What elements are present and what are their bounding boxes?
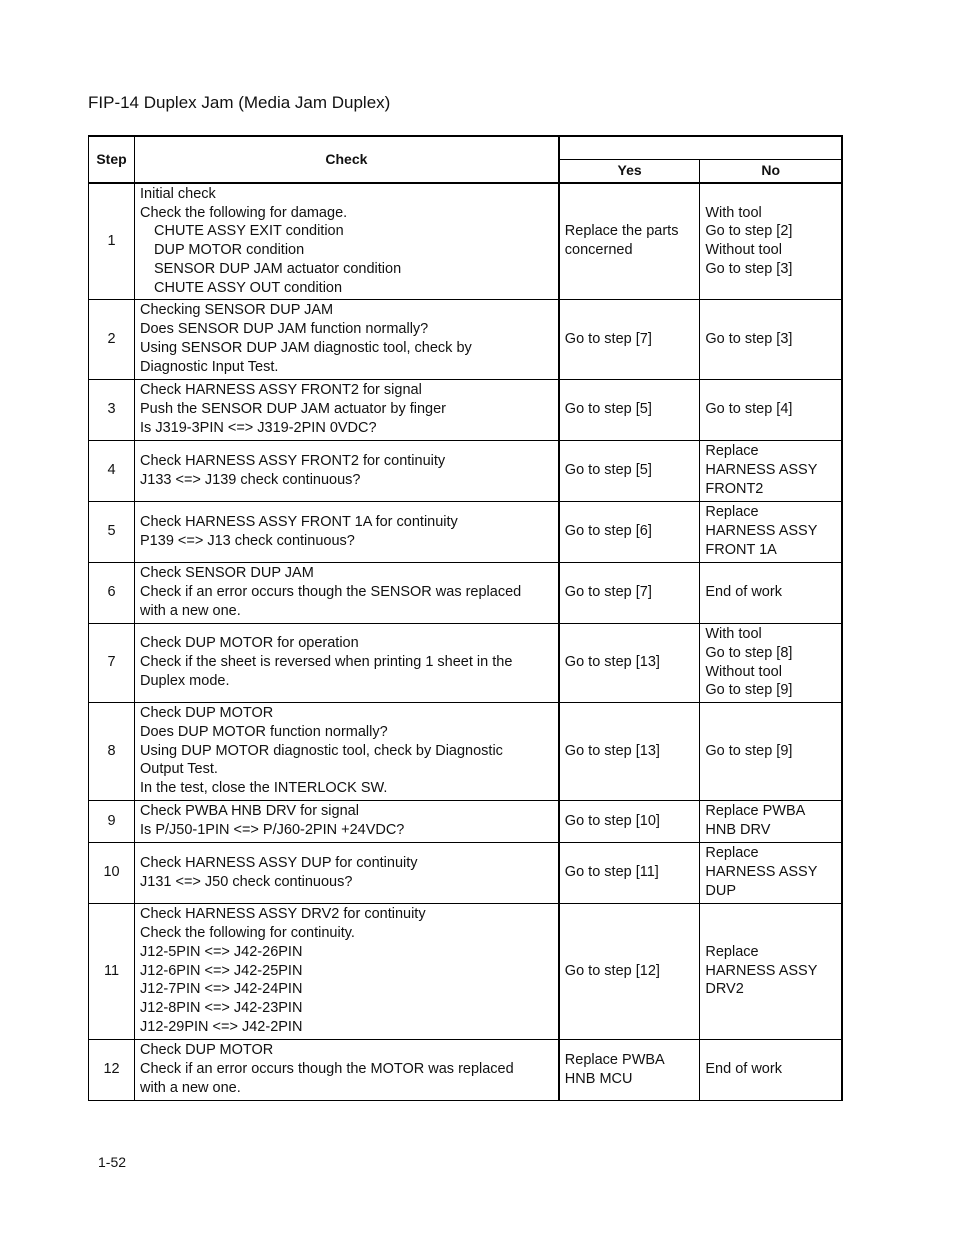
no-cell xyxy=(700,842,842,903)
yes-line: Go to step [11] xyxy=(564,864,659,881)
yes-line: Go to step [6] xyxy=(564,523,652,540)
table-row xyxy=(89,1039,843,1100)
check-line: Check the following for damage. xyxy=(140,204,348,221)
no-line: End of work xyxy=(705,1061,782,1078)
no-line: Replace xyxy=(705,943,759,960)
yes-cell xyxy=(559,562,700,623)
table-row xyxy=(89,702,843,800)
no-line: Go to step [9] xyxy=(705,682,793,699)
check-line: P139 <=> J13 check continuous? xyxy=(140,532,355,549)
step-cell: 9 xyxy=(89,800,135,842)
step-cell: 2 xyxy=(89,299,135,379)
step-cell: 3 xyxy=(89,379,135,440)
yes-cell xyxy=(559,800,700,842)
check-line: with a new one. xyxy=(140,602,241,619)
yes-cell xyxy=(559,842,700,903)
no-line: Go to step [3] xyxy=(705,261,793,278)
yes-line: Go to step [10] xyxy=(564,812,660,829)
no-line: FRONT 1A xyxy=(705,541,777,558)
no-line: HARNESS ASSY xyxy=(705,962,818,979)
header-result xyxy=(559,136,842,159)
check-cell xyxy=(135,299,559,379)
check-line: J12-8PIN <=> J42-23PIN xyxy=(140,1000,303,1017)
check-line: Check DUP MOTOR for operation xyxy=(140,635,359,652)
check-line: Using DUP MOTOR diagnostic tool, check by Diagnostic xyxy=(140,742,503,759)
yes-line: Go to step [5] xyxy=(564,401,652,418)
fip-table-body xyxy=(89,183,843,1100)
check-subitem: CHUTE ASSY EXIT condition xyxy=(154,223,344,240)
no-line: Replace xyxy=(705,443,759,460)
check-line: J12-6PIN <=> J42-25PIN xyxy=(140,962,303,979)
check-line: Is P/J50-1PIN <=> P/J60-2PIN +24VDC? xyxy=(140,822,405,838)
table-row xyxy=(89,842,843,903)
header-yes: Yes xyxy=(559,159,700,183)
check-cell xyxy=(135,379,559,440)
header-check: Check xyxy=(135,136,559,183)
page-number: 1-52 xyxy=(98,1154,127,1170)
check-line: Diagnostic Input Test. xyxy=(140,358,279,375)
fip-table xyxy=(88,135,843,1101)
check-subitem: CHUTE ASSY OUT condition xyxy=(154,279,343,296)
yes-line: Go to step [5] xyxy=(564,462,652,479)
check-cell xyxy=(135,1039,559,1100)
page-title: FIP-14 Duplex Jam (Media Jam Duplex) xyxy=(88,93,391,112)
check-line: Check the following for continuity. xyxy=(140,925,355,941)
table-row xyxy=(89,379,843,440)
step-cell: 11 xyxy=(89,903,135,1039)
yes-cell xyxy=(559,702,700,800)
check-line: Duplex mode. xyxy=(140,672,230,689)
check-subitem: DUP MOTOR condition xyxy=(154,242,305,259)
no-line: Without tool xyxy=(705,242,782,259)
no-line: End of work xyxy=(705,584,782,601)
check-line: Output Test. xyxy=(140,761,218,778)
yes-line: Replace the parts xyxy=(564,223,679,240)
check-line: Check PWBA HNB DRV for signal xyxy=(140,803,359,820)
no-cell xyxy=(700,800,842,842)
no-line: HARNESS ASSY xyxy=(705,864,818,881)
check-cell xyxy=(135,183,559,299)
table-row xyxy=(89,440,843,501)
check-cell xyxy=(135,702,559,800)
no-line: Replace PWBA xyxy=(705,803,806,820)
yes-cell xyxy=(559,501,700,562)
yes-line: Go to step [7] xyxy=(564,584,652,601)
no-line: HNB DRV xyxy=(705,822,771,838)
check-line: J12-7PIN <=> J42-24PIN xyxy=(140,981,303,998)
check-cell xyxy=(135,562,559,623)
no-line: Go to step [8] xyxy=(705,644,793,661)
no-line: Go to step [2] xyxy=(705,223,793,240)
yes-cell xyxy=(559,623,700,702)
check-line: Does DUP MOTOR function normally? xyxy=(140,723,388,740)
yes-line: Go to step [12] xyxy=(564,962,660,979)
header-no: No xyxy=(700,159,842,183)
yes-line: Go to step [7] xyxy=(564,330,652,347)
yes-line: Replace PWBA xyxy=(564,1051,665,1068)
check-line: Is J319-3PIN <=> J319-2PIN 0VDC? xyxy=(140,419,377,436)
check-line: Using SENSOR DUP JAM diagnostic tool, check by xyxy=(140,340,472,356)
check-line: Push the SENSOR DUP JAM actuator by finger xyxy=(140,401,446,418)
step-cell: 1 xyxy=(89,183,135,299)
table-row xyxy=(89,299,843,379)
yes-line: Go to step [13] xyxy=(564,742,660,759)
no-line: Without tool xyxy=(705,663,782,680)
no-line: Replace xyxy=(705,504,759,521)
no-line: FRONT2 xyxy=(705,480,764,497)
no-line: DRV2 xyxy=(705,981,744,998)
table-row xyxy=(89,903,843,1039)
check-line: Check HARNESS ASSY DRV2 for continuity xyxy=(140,906,426,923)
header-step: Step xyxy=(89,136,135,183)
check-line: J12-5PIN <=> J42-26PIN xyxy=(140,943,303,960)
no-line: Replace xyxy=(705,845,759,862)
yes-cell xyxy=(559,379,700,440)
check-line: Check DUP MOTOR xyxy=(140,1042,274,1059)
no-line: HARNESS ASSY xyxy=(705,523,818,540)
no-cell xyxy=(700,501,842,562)
no-line: Go to step [3] xyxy=(705,330,793,347)
check-cell xyxy=(135,903,559,1039)
check-line: Check DUP MOTOR xyxy=(140,705,274,721)
check-line: Check HARNESS ASSY FRONT2 for continuity xyxy=(140,452,446,469)
yes-line: concerned xyxy=(564,242,633,259)
no-cell xyxy=(700,379,842,440)
check-cell xyxy=(135,501,559,562)
step-cell: 4 xyxy=(89,440,135,501)
check-line: Check HARNESS ASSY DUP for continuity xyxy=(140,854,418,871)
check-line: Check HARNESS ASSY FRONT2 for signal xyxy=(140,382,422,399)
table-row xyxy=(89,183,843,299)
no-cell xyxy=(700,440,842,501)
no-cell xyxy=(700,623,842,702)
yes-cell xyxy=(559,440,700,501)
table-row xyxy=(89,623,843,702)
yes-cell xyxy=(559,183,700,299)
check-line: Initial check xyxy=(140,185,216,202)
step-cell: 12 xyxy=(89,1039,135,1100)
table-row xyxy=(89,501,843,562)
step-cell: 8 xyxy=(89,702,135,800)
no-cell xyxy=(700,183,842,299)
no-line: HARNESS ASSY xyxy=(705,462,818,479)
check-line: Check SENSOR DUP JAM xyxy=(140,565,314,582)
step-cell: 5 xyxy=(89,501,135,562)
no-cell xyxy=(700,562,842,623)
check-line: J131 <=> J50 check continuous? xyxy=(140,873,353,890)
check-line: In the test, close the INTERLOCK SW. xyxy=(140,780,388,797)
check-line: Does SENSOR DUP JAM function normally? xyxy=(140,321,429,338)
check-line: J133 <=> J139 check continuous? xyxy=(140,471,361,488)
no-cell xyxy=(700,1039,842,1100)
no-line: Go to step [9] xyxy=(705,742,793,759)
yes-cell xyxy=(559,299,700,379)
no-line: DUP xyxy=(705,882,736,899)
check-cell xyxy=(135,623,559,702)
check-line: with a new one. xyxy=(140,1079,241,1096)
no-cell xyxy=(700,903,842,1039)
yes-cell xyxy=(559,1039,700,1100)
check-cell xyxy=(135,440,559,501)
yes-line: HNB MCU xyxy=(564,1070,633,1087)
no-line: With tool xyxy=(705,204,762,221)
check-line: Checking SENSOR DUP JAM xyxy=(140,302,334,319)
check-subitem: SENSOR DUP JAM actuator condition xyxy=(154,261,402,278)
step-cell: 10 xyxy=(89,842,135,903)
check-line: J12-29PIN <=> J42-2PIN xyxy=(140,1018,303,1035)
yes-line: Go to step [13] xyxy=(564,654,660,671)
yes-cell xyxy=(559,903,700,1039)
table-row xyxy=(89,562,843,623)
check-line: Check if the sheet is reversed when printing 1 sheet in the xyxy=(140,654,513,671)
check-line: Check if an error occurs though the SENSOR was replaced xyxy=(140,584,522,601)
table-row xyxy=(89,800,843,842)
step-cell: 7 xyxy=(89,623,135,702)
check-line: Check if an error occurs though the MOTOR was replaced xyxy=(140,1061,514,1078)
no-cell xyxy=(700,299,842,379)
step-cell: 6 xyxy=(89,562,135,623)
check-line: Check HARNESS ASSY FRONT 1A for continuity xyxy=(140,513,458,530)
no-line: With tool xyxy=(705,625,762,642)
check-cell xyxy=(135,800,559,842)
check-cell xyxy=(135,842,559,903)
no-cell xyxy=(700,702,842,800)
no-line: Go to step [4] xyxy=(705,401,793,418)
